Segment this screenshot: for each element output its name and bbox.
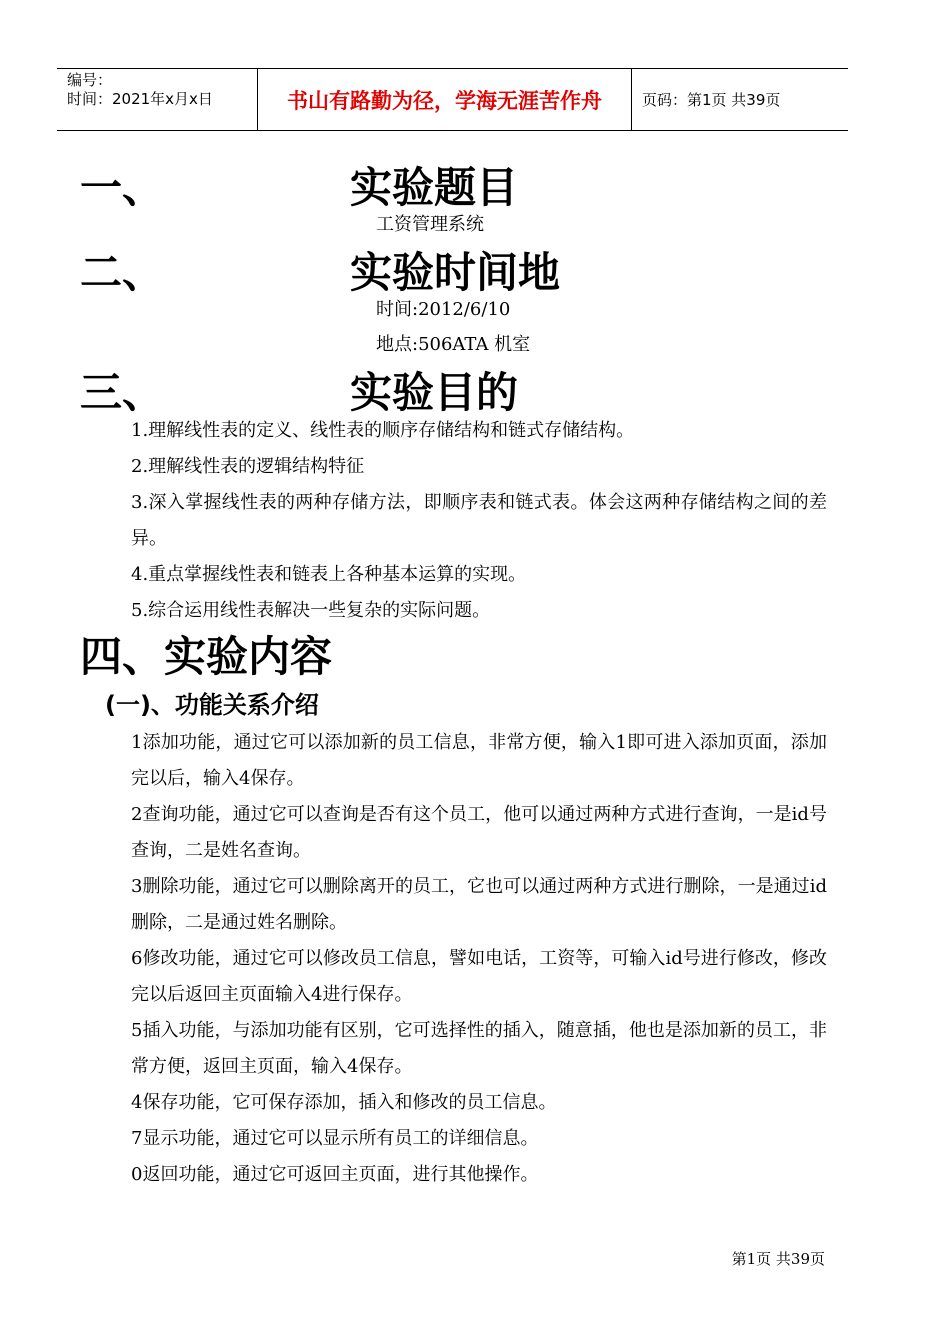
- list-item: 7显示功能，通过它可以显示所有员工的详细信息。: [131, 1128, 539, 1149]
- section-2-time: 时间:2012/6/10: [376, 299, 511, 320]
- list-item: 3.深入掌握线性表的两种存储方法，即顺序表和链式表。体会这两种存储结构之间的差异。: [131, 492, 827, 549]
- section-4-subtitle: (一)、功能关系介绍: [105, 691, 319, 719]
- list-item: 0返回功能，通过它可返回主页面，进行其他操作。: [131, 1164, 539, 1185]
- date-label: 时间：2021年x月x日: [67, 90, 213, 108]
- header-page-info: 页码：第1页 共39页: [642, 91, 781, 109]
- section-1-content: 工资管理系统: [376, 214, 484, 235]
- page-header: [57, 68, 848, 131]
- list-item: 5插入功能，与添加功能有区别，它可选择性的插入，随意插，他也是添加新的员工，非常方便，返回主页面，输入4保存。: [131, 1020, 827, 1077]
- section-3-title: 实验目的: [350, 368, 519, 417]
- serial-label: 编号：: [67, 71, 113, 89]
- header-meta: [57, 69, 258, 130]
- list-item: 6修改功能，通过它可以修改员工信息，譬如电话，工资等，可输入id号进行修改，修改完以后返回主页面输入4进行保存。: [131, 948, 827, 1005]
- list-item: 5.综合运用线性表解决一些复杂的实际问题。: [131, 600, 491, 621]
- section-4-list: [131, 725, 827, 1193]
- list-item: 2.理解线性表的逻辑结构特征: [131, 456, 365, 477]
- list-item: 1添加功能，通过它可以添加新的员工信息，非常方便，输入1即可进入添加页面，添加完以后，输入4保存。: [131, 732, 827, 789]
- section-3-list: [131, 413, 827, 629]
- list-item: 4保存功能，它可保存添加，插入和修改的员工信息。: [131, 1092, 557, 1113]
- header-motto: 书山有路勤为径，学海无涯苦作舟: [258, 69, 632, 130]
- section-2-place: 地点:506ATA 机室: [376, 334, 531, 355]
- section-3-number: 三、: [80, 368, 165, 417]
- section-1-title: 实验题目: [350, 163, 519, 212]
- list-item: 3删除功能，通过它可以删除离开的员工，它也可以通过两种方式进行删除，一是通过id删除，二是通过姓名删除。: [131, 876, 827, 933]
- list-item: 2查询功能，通过它可以查询是否有这个员工，他可以通过两种方式进行查询，一是id号查询，二是姓名查询。: [131, 804, 827, 861]
- section-2-number: 二、: [80, 248, 165, 297]
- list-item: 1.理解线性表的定义、线性表的顺序存储结构和链式存储结构。: [131, 420, 635, 441]
- list-item: 4.重点掌握线性表和链表上各种基本运算的实现。: [131, 564, 527, 585]
- section-4-title: 四、实验内容: [80, 632, 333, 681]
- section-2-title: 实验时间地: [350, 248, 561, 297]
- page-footer: 第1页 共39页: [731, 1250, 825, 1268]
- section-1-number: 一、: [80, 163, 165, 212]
